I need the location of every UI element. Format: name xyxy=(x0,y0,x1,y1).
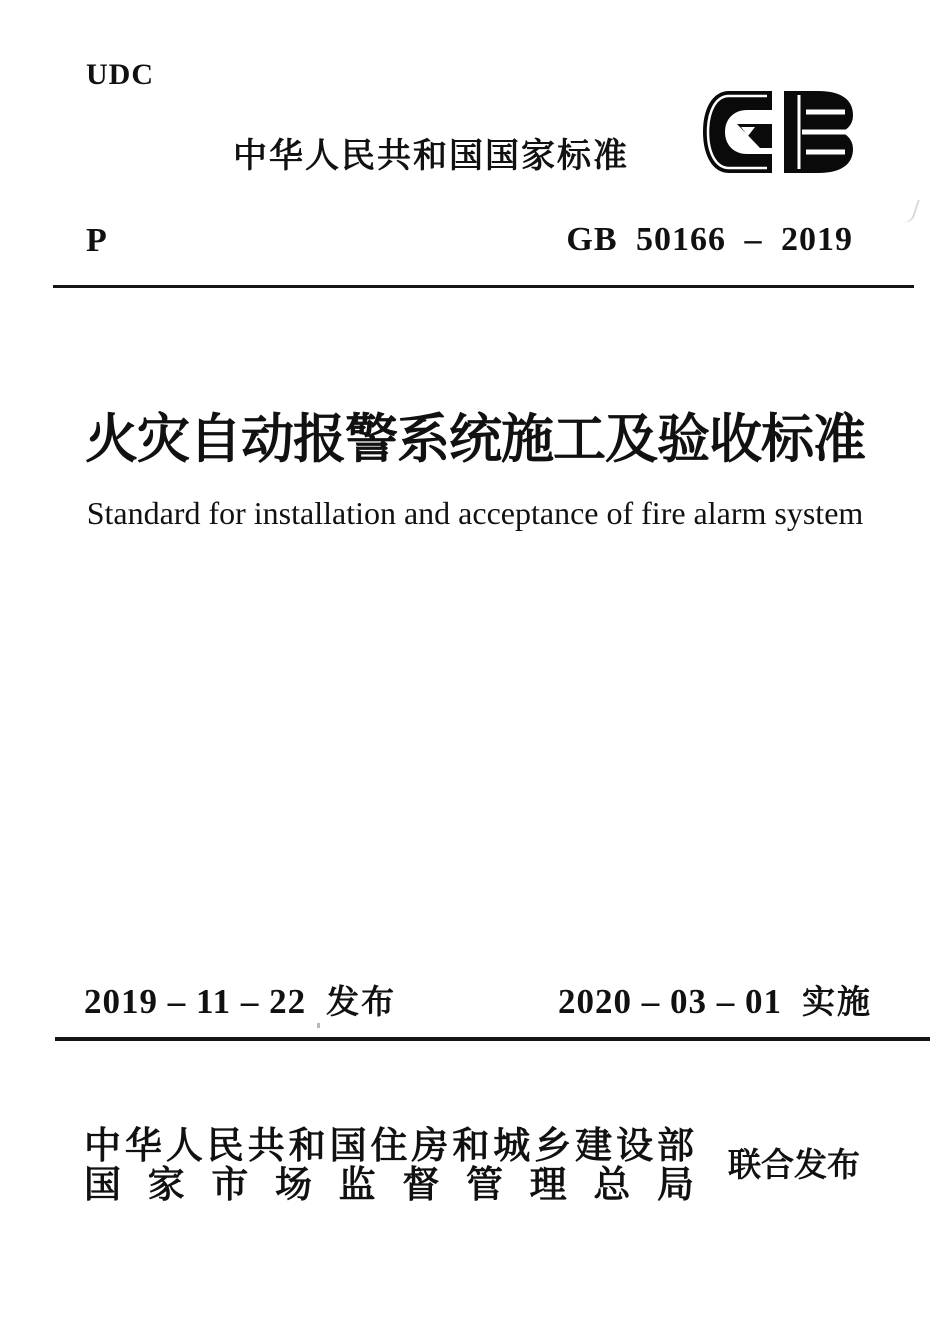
publisher-administration: 国家市场监督管理总局 xyxy=(84,1164,694,1205)
joint-release-label: 联合发布 xyxy=(728,1146,860,1183)
scan-artifact-mark xyxy=(902,197,920,225)
bottom-divider-rule xyxy=(55,1037,930,1041)
document-title-chinese: 火灾自动报警系统施工及验收标准 xyxy=(85,411,865,469)
issue-date: 2019 – 11 – 22 xyxy=(84,982,307,1021)
doc-classification-code: P xyxy=(86,222,107,259)
gb-logo-icon xyxy=(702,91,854,173)
national-standard-heading: 中华人民共和国国家标准 xyxy=(233,137,629,175)
issue-label: 发布 xyxy=(326,983,397,1020)
implementation-date: 2020 – 03 – 01 xyxy=(558,982,782,1021)
publisher-ministry: 中华人民共和国住房和城乡建设部 xyxy=(84,1125,694,1166)
document-title-english: Standard for installation and acceptance of fire alarm system xyxy=(86,495,864,531)
issue-date-row xyxy=(84,983,396,1022)
top-divider-rule xyxy=(53,285,914,288)
scan-artifact-dot xyxy=(317,1023,320,1028)
implementation-date-row xyxy=(558,983,872,1022)
publishers-block xyxy=(84,1126,694,1204)
udc-label: UDC xyxy=(86,58,154,91)
implementation-label: 实施 xyxy=(802,983,872,1020)
standard-number: GB 50166 – 2019 xyxy=(566,221,853,258)
